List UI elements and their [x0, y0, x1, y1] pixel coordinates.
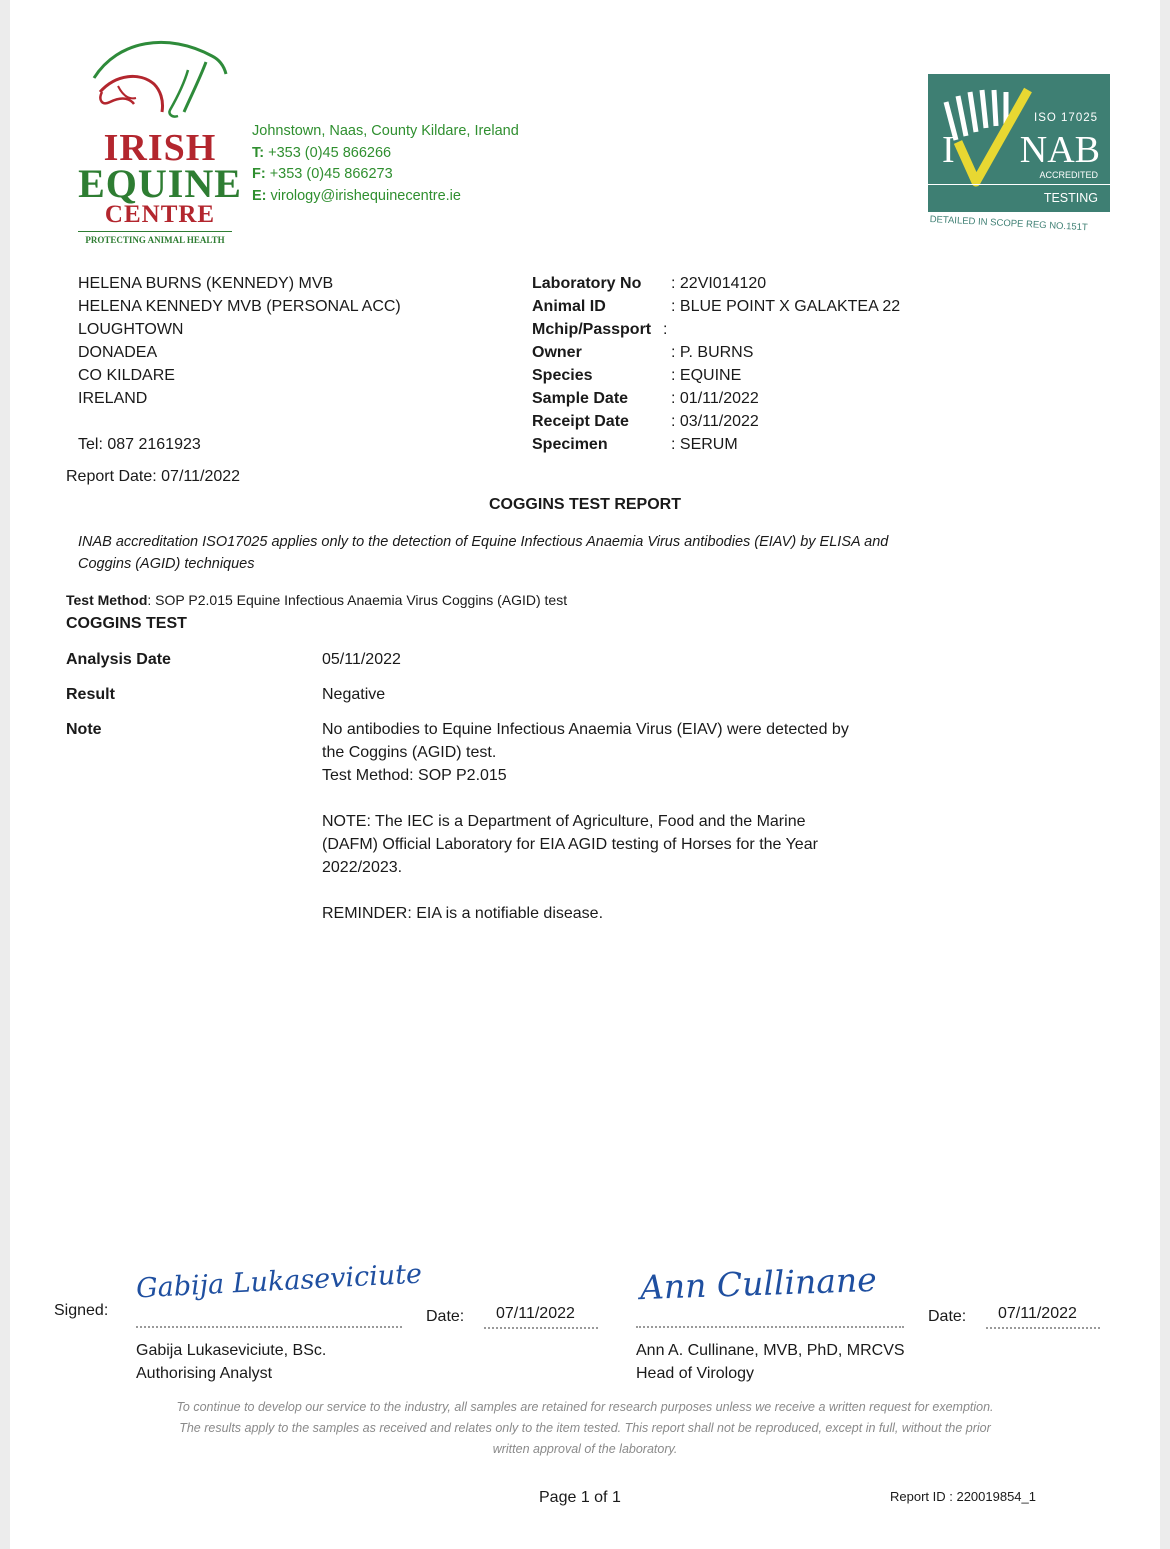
recipient-line: CO KILDARE: [78, 367, 175, 384]
sample-row: Receipt Date : 03/11/2022: [532, 413, 759, 430]
head-name: Ann A. Cullinane, MVB, PhD, MRCVS: [636, 1342, 905, 1359]
inab-brand: NAB: [1019, 129, 1100, 171]
sample-row: Owner : P. BURNS: [532, 344, 754, 361]
head-date-label: Date:: [928, 1308, 967, 1325]
note-label: Note: [66, 721, 102, 738]
recipient-line: LOUGHTOWN: [78, 321, 184, 338]
report-date: Report Date: 07/11/2022: [66, 468, 241, 485]
contact-fax: F: +353 (0)45 866273: [252, 166, 393, 182]
inab-accreditation-badge: [928, 74, 1110, 212]
head-signature-line: [636, 1326, 904, 1328]
inab-testing: TESTING: [1043, 191, 1098, 205]
recipient-line: IRELAND: [78, 390, 148, 407]
report-title: COGGINS TEST REPORT: [488, 496, 681, 513]
logo-tagline: PROTECTING ANIMAL HEALTH: [85, 235, 225, 245]
accreditation-note: INAB accreditation ISO17025 applies only to the detection of Equine Infectious Anaemia Virus antibodies (EIAV) by ELISA and Coggins (AGID) techniques: [78, 534, 889, 572]
result-value: Negative: [322, 686, 386, 703]
result-label: Result: [66, 686, 115, 703]
page-number: Page 1 of 1: [539, 1489, 621, 1506]
recipient-line: HELENA BURNS (KENNEDY) MVB: [78, 275, 334, 292]
contact-email: E: virology@irishequinecentre.ie: [252, 187, 461, 204]
analysis-date-label: Analysis Date: [66, 651, 171, 668]
analysis-date-value: 05/11/2022: [322, 651, 401, 668]
sample-row: Specimen : SERUM: [532, 436, 738, 453]
sample-row: Animal ID : BLUE POINT X GALAKTEA 22: [532, 298, 901, 315]
sample-row: Mchip/Passport :: [532, 321, 668, 338]
footer-disclaimer: To continue to develop our service to the industry, all samples are retained for research purposes unless we receive a written request for exemption. The results apply to the samples as received and relates only to the item tested. This report shall not be reproduced, except in full, without the prior written approval of the laboratory.: [176, 1400, 994, 1456]
analyst-signature: Gabija Lukaseviciute: [135, 1258, 423, 1305]
sample-row: Sample Date : 01/11/2022: [532, 390, 759, 407]
analyst-signature-line: [136, 1326, 402, 1328]
inab-scope: DETAILED IN SCOPE REG NO.151T: [929, 214, 1088, 234]
signed-label: Signed:: [54, 1302, 109, 1319]
contact-phone: T: +353 (0)45 866266: [252, 144, 392, 161]
head-date-line: [986, 1327, 1100, 1329]
test-method: Test Method: SOP P2.015 Equine Infectious Anaemia Virus Coggins (AGID) test: [66, 592, 568, 608]
contact-address: Johnstown, Naas, County Kildare, Ireland: [252, 123, 519, 139]
section-title: COGGINS TEST: [66, 615, 187, 632]
contact-block: [252, 121, 519, 207]
head-signature: Ann Cullinane: [639, 1259, 878, 1308]
inab-accredited: ACCREDITED: [1039, 170, 1098, 180]
analyst-date-line: [484, 1327, 598, 1329]
head-role: Head of Virology: [636, 1365, 754, 1382]
report-page: [10, 0, 1160, 1549]
inab-divider: [928, 184, 1110, 185]
logo-irish: IRISH: [103, 127, 217, 169]
recipient-line: DONADEA: [78, 344, 158, 361]
recipient-address: [78, 272, 401, 410]
analyst-date-label: Date:: [426, 1308, 465, 1325]
horse-outline-icon: [88, 34, 228, 124]
analyst-role: Authorising Analyst: [136, 1365, 273, 1382]
sample-details: [532, 272, 900, 456]
logo-divider: [78, 231, 232, 232]
report-id: Report ID : 220019854_1: [890, 1489, 1036, 1504]
logo-equine: EQUINE: [78, 161, 242, 206]
analyst-date: 07/11/2022: [496, 1305, 575, 1322]
sample-row: Species : EQUINE: [532, 367, 742, 384]
head-date: 07/11/2022: [998, 1305, 1077, 1322]
recipient-tel: Tel: 087 2161923: [78, 436, 201, 453]
note-text: No antibodies to Equine Infectious Anaemia Virus (EIAV) were detected by the Coggins (AGID) test. Test Method: SOP P2.015 NOTE: The IEC is a Department of Agriculture, Food and the Marine (DAFM) Official Laboratory for EIA AGID testing of Horses for the Year 2022/2023. REMINDER: EIA is a notifiable disease.: [322, 721, 849, 922]
recipient-line: HELENA KENNEDY MVB (PERSONAL ACC): [78, 298, 401, 315]
inab-brand-i: I: [942, 129, 955, 171]
inab-iso: ISO 17025: [1034, 112, 1098, 124]
analyst-name: Gabija Lukaseviciute, BSc.: [136, 1342, 327, 1359]
sample-row: Laboratory No : 22VI014120: [532, 275, 767, 292]
logo-centre: CENTRE: [104, 201, 216, 228]
